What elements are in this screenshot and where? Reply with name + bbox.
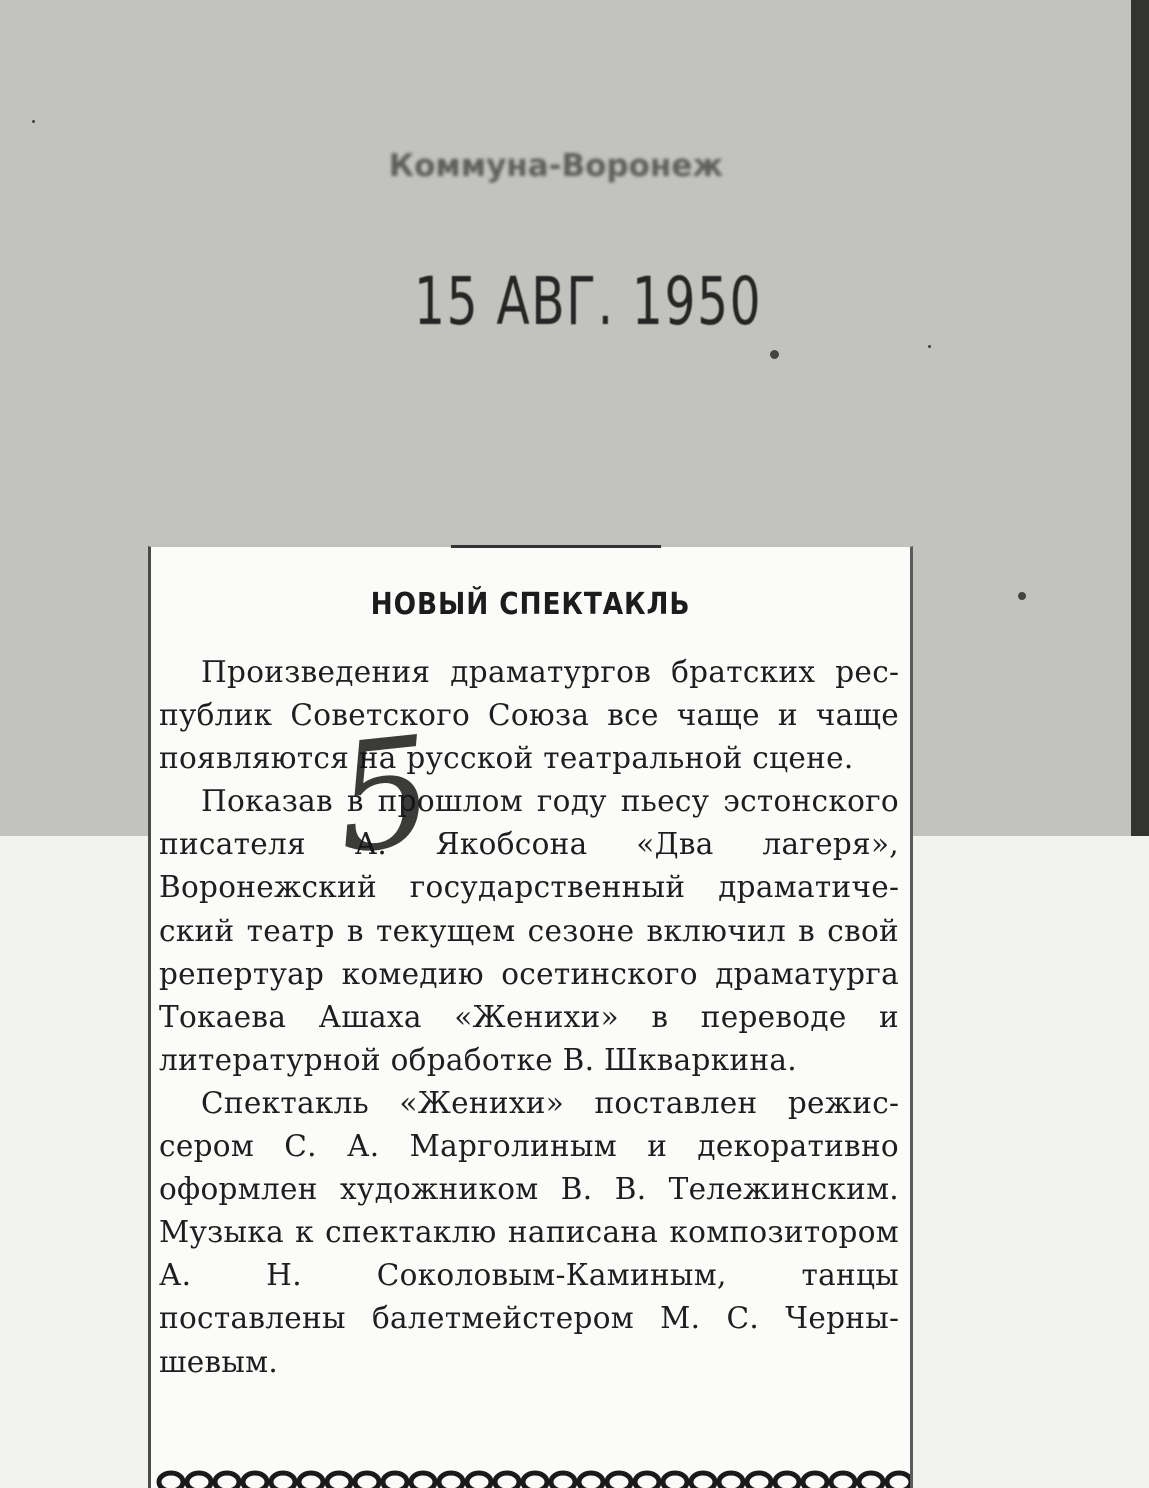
newspaper-source-stamp: Коммуна-Воронеж <box>388 148 724 184</box>
handwritten-number-mark: 5 <box>328 704 442 888</box>
dust-speck <box>32 120 35 123</box>
article-paragraph: Показав в прошлом году пьесу эстонского писателя А. Якобсона «Два лагеря», Воронежский государственный драматический театр в текущем сезоне включил в свой репертуар комедию осетинского драматурга Токаева Ашаха «Женихи» в переводе и литературной обработке В. Шкваркина. <box>159 784 899 1077</box>
column-rule <box>451 545 661 548</box>
article-headline: НОВЫЙ СПЕКТАКЛЬ <box>370 587 691 622</box>
dust-speck <box>928 345 931 348</box>
dust-speck <box>770 350 779 359</box>
date-stamp: 15 АВГ. 1950 <box>414 263 763 340</box>
ornamental-border-graphic <box>151 1466 910 1488</box>
article-paragraph: Произведения драматургов братских республик Советского Союза все чаще и чаще появляются на русской театральной сцене. <box>159 655 899 776</box>
ornamental-border <box>151 1466 910 1488</box>
newspaper-clipping <box>148 546 913 1488</box>
dust-speck <box>1018 592 1026 600</box>
article-paragraph: Спектакль «Женихи» поставлен режиссером С. А. Марголиным и декоративно оформлен художником В. В. Тележинским. Музыка к спектаклю написана композитором А. Н. Соколовым-Каминым, танцы поставлены балетмейстером М. С. Чернышевым. <box>159 1085 899 1379</box>
article-body <box>159 651 899 1384</box>
